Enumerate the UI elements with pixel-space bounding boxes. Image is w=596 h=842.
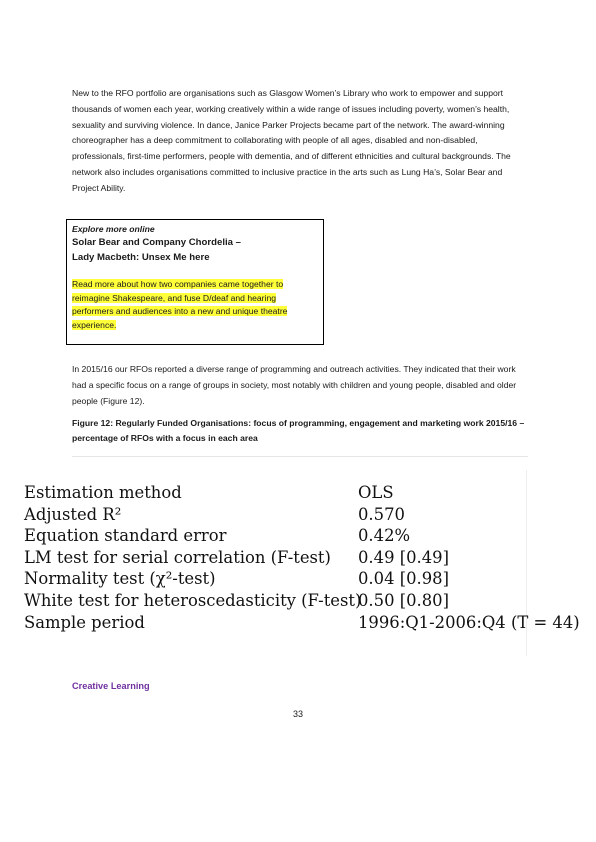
figure-caption: Figure 12: Regularly Funded Organisations: focus of programming, engagement and marketing work 2015/16 – percentage of RFOs with a focus in each area — [72, 418, 525, 443]
stats-label: Adjusted R² — [24, 504, 122, 524]
explore-online-box — [66, 219, 324, 345]
stats-label: Estimation method — [24, 483, 182, 502]
explore-kicker: Explore more online — [72, 224, 155, 234]
section-heading: Creative Learning — [72, 681, 150, 691]
stats-label: LM test for serial correlation (F-test) — [24, 547, 331, 567]
programming-paragraph: In 2015/16 our RFOs reported a diverse range of programming and outreach activities. They indicated that their work had a specific focus on a range of groups in society, most notably with children and young people, disabled and older people (Figure 12). — [72, 364, 517, 406]
stats-value: 0.50 [0.80] — [358, 590, 449, 610]
figure-top-rule — [72, 456, 528, 457]
stats-value: 0.42% — [358, 526, 411, 546]
stats-label: White test for heteroscedasticity (F-test) — [24, 590, 362, 610]
page-number: 33 — [292, 709, 303, 719]
explore-title-line-1: Solar Bear and Company Chordelia – — [72, 237, 242, 248]
stats-label: Normality test (χ²-test) — [24, 569, 216, 589]
explore-read-more-link[interactable]: Read more about how two companies came together to reimagine Shakespeare, and fuse D/deaf and hearing performers and audiences into a new and unique theatre experience. — [72, 279, 288, 330]
stats-value: 0.570 — [358, 504, 405, 524]
stats-value: 0.49 [0.49] — [358, 547, 449, 567]
stats-value: OLS — [358, 483, 394, 502]
stats-label: Equation standard error — [24, 526, 227, 546]
explore-title-line-2: Lady Macbeth: Unsex Me here — [72, 252, 210, 263]
stats-value: 0.04 [0.98] — [358, 569, 449, 589]
stats-label: Sample period — [24, 612, 145, 632]
stats-value: 1996:Q1-2006:Q4 (T = 44) — [358, 612, 580, 632]
intro-paragraph: New to the RFO portfolio are organisations such as Glasgow Women’s Library who work to empower and support thousands of women each year, working creatively within a wide range of issues including poverty, women’s health, sexuality and surviving violence. In dance, Janice Parker Projects became part of the network. The award-winning choreographer has a deep commitment to collaborating with people of all ages, disabled and non-disabled, professionals, first-time performers, people with dementia, and of different ethnicities and cultural backgrounds. The network also includes organisations committed to inclusive practice in the arts such as Lung Ha’s, Solar Bear and Project Ability. — [72, 88, 511, 193]
